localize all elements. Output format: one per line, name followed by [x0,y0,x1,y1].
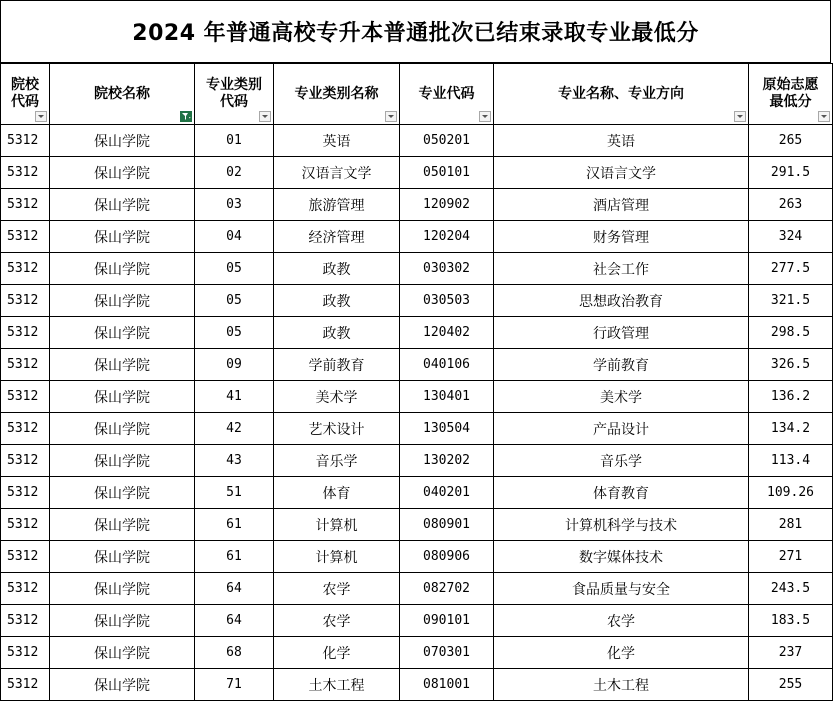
table-row [1,157,833,189]
cell-category-code[interactable]: 01 [195,125,274,157]
cell-school-name[interactable]: 保山学院 [50,541,195,573]
table-row [1,509,833,541]
cell-min-score[interactable]: 265 [749,125,833,157]
cell-major-code[interactable]: 080906 [400,541,494,573]
table-row [1,445,833,477]
header-category-code [195,64,274,125]
cell-category-code[interactable]: 61 [195,541,274,573]
cell-major-name[interactable]: 土木工程 [494,669,749,701]
cell-major-name[interactable]: 化学 [494,637,749,669]
cell-major-name[interactable]: 酒店管理 [494,189,749,221]
header-major-name [494,64,749,125]
cell-category-name[interactable]: 农学 [274,605,400,637]
cell-major-code[interactable]: 040201 [400,477,494,509]
cell-min-score[interactable]: 113.4 [749,445,833,477]
cell-category-name[interactable]: 政教 [274,317,400,349]
cell-category-code[interactable]: 64 [195,605,274,637]
admission-table [0,63,833,701]
cell-major-code[interactable]: 120902 [400,189,494,221]
cell-category-code[interactable]: 51 [195,477,274,509]
cell-school-code[interactable]: 5312 [1,221,50,253]
cell-min-score[interactable]: 263 [749,189,833,221]
cell-category-name[interactable]: 农学 [274,573,400,605]
cell-category-code[interactable]: 05 [195,285,274,317]
cell-category-name[interactable]: 体育 [274,477,400,509]
cell-major-name[interactable]: 数字媒体技术 [494,541,749,573]
cell-school-code[interactable]: 5312 [1,509,50,541]
cell-school-code[interactable]: 5312 [1,413,50,445]
cell-category-code[interactable]: 43 [195,445,274,477]
cell-major-code[interactable]: 050201 [400,125,494,157]
cell-category-name[interactable]: 学前教育 [274,349,400,381]
cell-category-name[interactable]: 化学 [274,637,400,669]
table-row [1,541,833,573]
header-label: 原始志愿 最低分 [762,77,819,110]
cell-school-code[interactable]: 5312 [1,573,50,605]
cell-major-name[interactable]: 计算机科学与技术 [494,509,749,541]
cell-major-code[interactable]: 120402 [400,317,494,349]
table-row [1,477,833,509]
cell-school-name[interactable]: 保山学院 [50,637,195,669]
cell-min-score[interactable]: 271 [749,541,833,573]
table-row [1,285,833,317]
table-row [1,125,833,157]
cell-school-code[interactable]: 5312 [1,541,50,573]
cell-major-code[interactable]: 130401 [400,381,494,413]
cell-category-code[interactable]: 04 [195,221,274,253]
cell-min-score[interactable]: 291.5 [749,157,833,189]
cell-school-name[interactable]: 保山学院 [50,349,195,381]
header-label: 专业名称、专业方向 [558,85,684,102]
cell-school-name[interactable]: 保山学院 [50,285,195,317]
cell-school-code[interactable]: 5312 [1,669,50,701]
filter-dropdown-icon[interactable] [818,111,830,122]
cell-major-code[interactable]: 130202 [400,445,494,477]
cell-school-name[interactable]: 保山学院 [50,605,195,637]
filter-dropdown-icon[interactable] [259,111,271,122]
cell-school-code[interactable]: 5312 [1,157,50,189]
cell-category-code[interactable]: 02 [195,157,274,189]
cell-school-name[interactable]: 保山学院 [50,253,195,285]
cell-category-name[interactable]: 计算机 [274,509,400,541]
cell-major-name[interactable]: 汉语言文学 [494,157,749,189]
cell-min-score[interactable]: 326.5 [749,349,833,381]
header-major-code [400,64,494,125]
cell-category-code[interactable]: 03 [195,189,274,221]
cell-category-name[interactable]: 政教 [274,285,400,317]
table-row [1,573,833,605]
cell-major-code[interactable]: 120204 [400,221,494,253]
cell-school-code[interactable]: 5312 [1,317,50,349]
sheet-title: 2024 年普通高校专升本普通批次已结束录取专业最低分 [0,0,831,63]
cell-school-code[interactable]: 5312 [1,477,50,509]
cell-school-name[interactable]: 保山学院 [50,317,195,349]
cell-category-code[interactable]: 61 [195,509,274,541]
cell-school-name[interactable]: 保山学院 [50,477,195,509]
cell-school-code[interactable]: 5312 [1,189,50,221]
cell-school-code[interactable]: 5312 [1,605,50,637]
cell-category-code[interactable]: 71 [195,669,274,701]
cell-major-code[interactable]: 081001 [400,669,494,701]
cell-category-code[interactable]: 68 [195,637,274,669]
table-row [1,221,833,253]
cell-school-code[interactable]: 5312 [1,253,50,285]
cell-major-code[interactable]: 082702 [400,573,494,605]
table-row [1,317,833,349]
cell-major-code[interactable]: 070301 [400,637,494,669]
header-label: 院校名称 [94,85,150,102]
cell-category-code[interactable]: 42 [195,413,274,445]
cell-min-score[interactable]: 183.5 [749,605,833,637]
cell-school-name[interactable]: 保山学院 [50,445,195,477]
cell-major-name[interactable]: 思想政治教育 [494,285,749,317]
cell-school-name[interactable]: 保山学院 [50,157,195,189]
filter-dropdown-icon[interactable] [35,111,47,122]
header-label: 院校 代码 [11,77,39,110]
header-category-name [274,64,400,125]
cell-school-code[interactable]: 5312 [1,381,50,413]
cell-major-name[interactable]: 体育教育 [494,477,749,509]
cell-category-name[interactable]: 艺术设计 [274,413,400,445]
cell-major-name[interactable]: 学前教育 [494,349,749,381]
cell-major-code[interactable]: 030302 [400,253,494,285]
cell-major-name[interactable]: 美术学 [494,381,749,413]
cell-school-name[interactable]: 保山学院 [50,381,195,413]
cell-school-name[interactable]: 保山学院 [50,413,195,445]
header-label: 专业类别名称 [294,85,379,102]
cell-school-code[interactable]: 5312 [1,125,50,157]
table-row [1,349,833,381]
cell-major-code[interactable]: 030503 [400,285,494,317]
cell-category-name[interactable]: 政教 [274,253,400,285]
cell-min-score[interactable]: 109.26 [749,477,833,509]
cell-min-score[interactable]: 324 [749,221,833,253]
cell-min-score[interactable]: 255 [749,669,833,701]
cell-min-score[interactable]: 134.2 [749,413,833,445]
cell-category-code[interactable]: 64 [195,573,274,605]
cell-category-name[interactable]: 计算机 [274,541,400,573]
cell-category-code[interactable]: 05 [195,317,274,349]
cell-major-name[interactable]: 英语 [494,125,749,157]
cell-major-name[interactable]: 财务管理 [494,221,749,253]
cell-category-name[interactable]: 旅游管理 [274,189,400,221]
cell-min-score[interactable]: 298.5 [749,317,833,349]
cell-school-code[interactable]: 5312 [1,285,50,317]
table-row [1,637,833,669]
cell-category-name[interactable]: 土木工程 [274,669,400,701]
cell-school-name[interactable]: 保山学院 [50,509,195,541]
cell-school-code[interactable]: 5312 [1,637,50,669]
cell-category-code[interactable]: 41 [195,381,274,413]
cell-school-name[interactable]: 保山学院 [50,669,195,701]
cell-category-code[interactable]: 05 [195,253,274,285]
filter-dropdown-icon[interactable] [479,111,491,122]
filter-dropdown-icon[interactable] [385,111,397,122]
header-min-score [749,64,833,125]
cell-school-code[interactable]: 5312 [1,349,50,381]
cell-school-name[interactable]: 保山学院 [50,189,195,221]
filter-dropdown-icon[interactable] [734,111,746,122]
table-row [1,189,833,221]
cell-min-score[interactable]: 321.5 [749,285,833,317]
cell-school-code[interactable]: 5312 [1,445,50,477]
cell-min-score[interactable]: 243.5 [749,573,833,605]
table-row [1,413,833,445]
header-school-name [50,64,195,125]
cell-category-name[interactable]: 美术学 [274,381,400,413]
cell-school-name[interactable]: 保山学院 [50,221,195,253]
cell-category-name[interactable]: 英语 [274,125,400,157]
cell-major-code[interactable]: 130504 [400,413,494,445]
table-row [1,253,833,285]
cell-major-name[interactable]: 农学 [494,605,749,637]
cell-major-name[interactable]: 产品设计 [494,413,749,445]
cell-school-name[interactable]: 保山学院 [50,125,195,157]
table-row [1,669,833,701]
cell-major-name[interactable]: 行政管理 [494,317,749,349]
cell-category-name[interactable]: 经济管理 [274,221,400,253]
cell-major-name[interactable]: 社会工作 [494,253,749,285]
cell-min-score[interactable]: 237 [749,637,833,669]
header-label: 专业类别 代码 [206,77,262,110]
table-row [1,605,833,637]
header-row [1,64,833,125]
cell-major-name[interactable]: 食品质量与安全 [494,573,749,605]
cell-min-score[interactable]: 277.5 [749,253,833,285]
cell-major-name[interactable]: 音乐学 [494,445,749,477]
cell-school-name[interactable]: 保山学院 [50,573,195,605]
filter-active-icon[interactable] [180,111,192,122]
header-school-code [1,64,50,125]
table-row [1,381,833,413]
cell-major-code[interactable]: 050101 [400,157,494,189]
cell-min-score[interactable]: 136.2 [749,381,833,413]
cell-min-score[interactable]: 281 [749,509,833,541]
cell-category-code[interactable]: 09 [195,349,274,381]
funnel-icon [181,112,191,121]
cell-category-name[interactable]: 汉语言文学 [274,157,400,189]
header-label: 专业代码 [418,85,475,102]
cell-category-name[interactable]: 音乐学 [274,445,400,477]
cell-major-code[interactable]: 090101 [400,605,494,637]
cell-major-code[interactable]: 080901 [400,509,494,541]
cell-major-code[interactable]: 040106 [400,349,494,381]
